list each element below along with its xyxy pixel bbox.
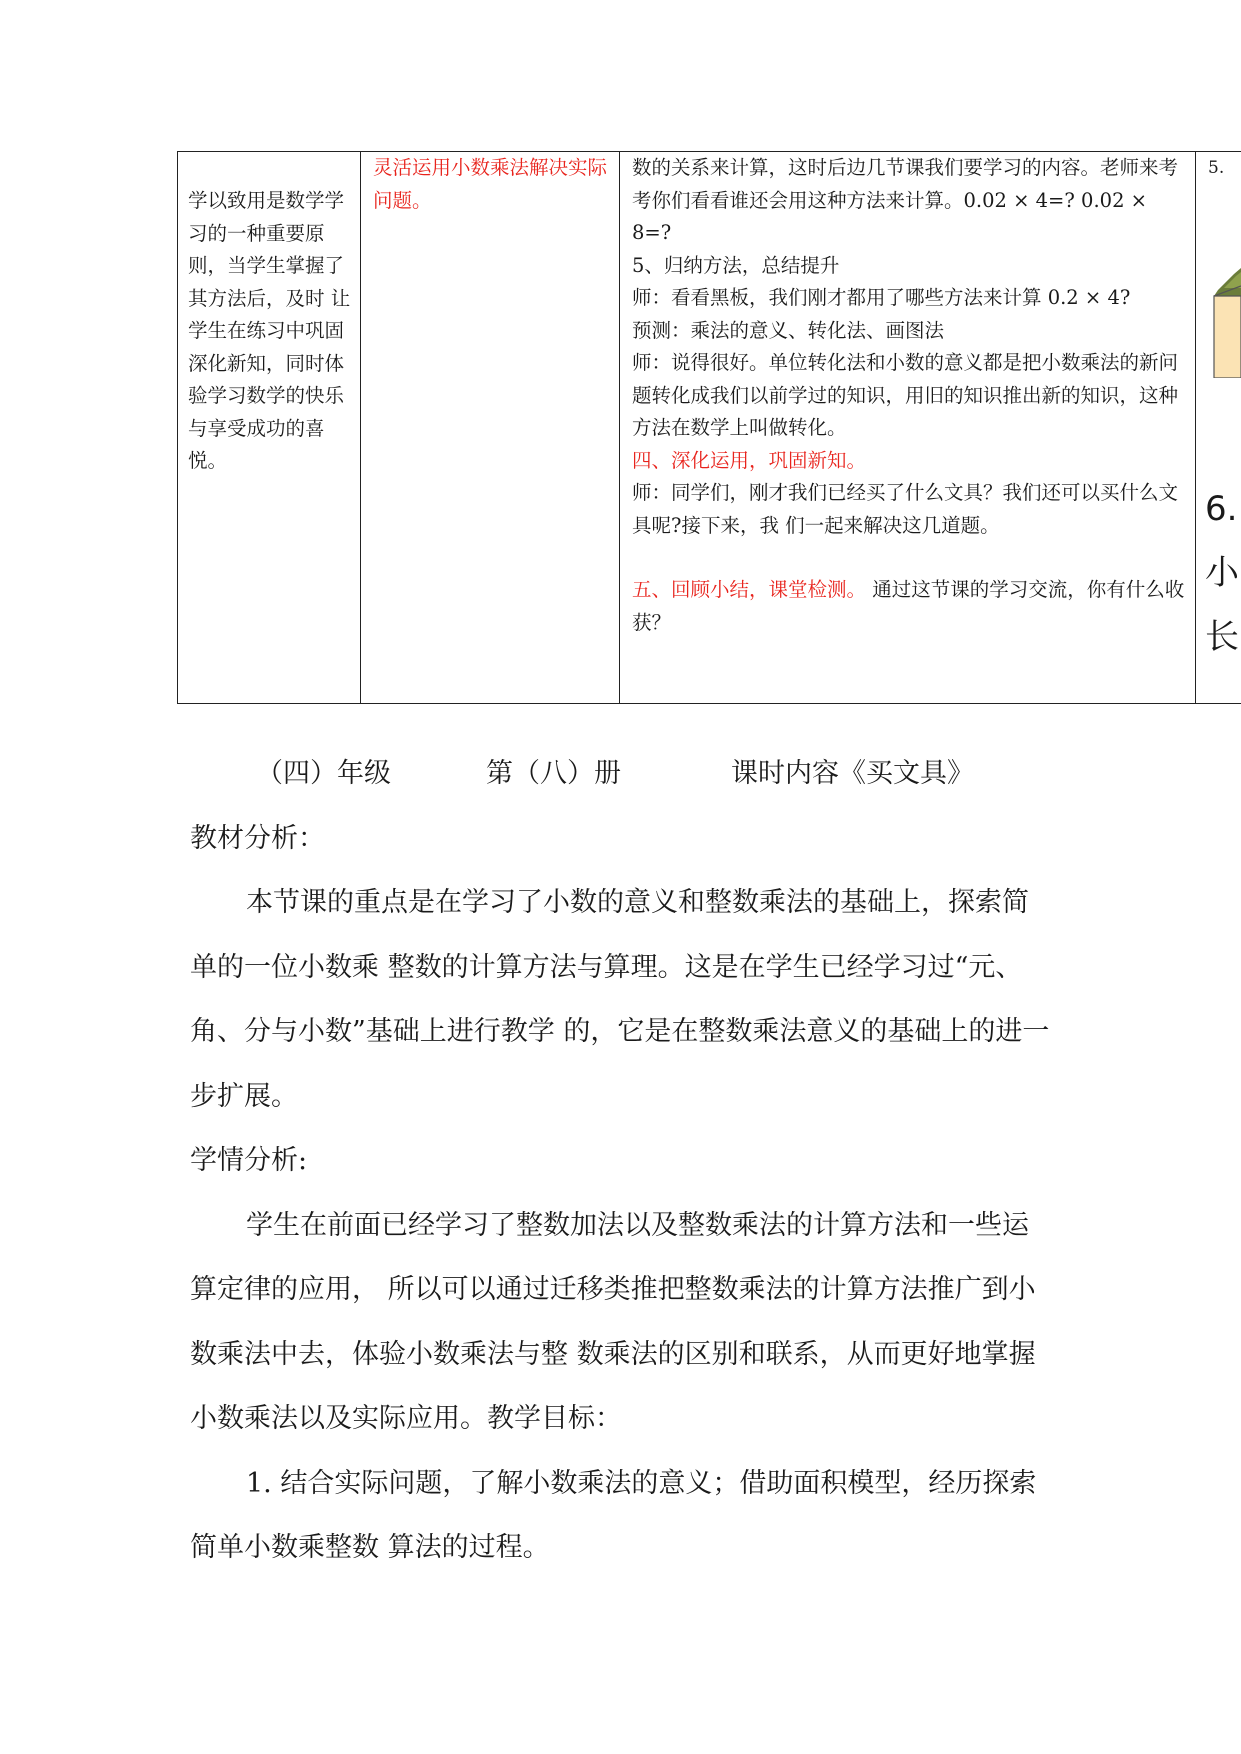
cut-off-label: 5.	[1208, 158, 1225, 178]
section4-heading: 四、深化运用，巩固新知。	[632, 448, 867, 472]
teaching-goal-1: 1. 结合实际问题，了解小数乘法的意义；借助面积模型，经历探索简单小数乘整数 算法的过程。	[190, 1467, 1037, 1563]
teaching-goal-cell	[361, 152, 620, 703]
volume-label: 第（八）册	[486, 758, 621, 789]
process-line: 师：看看黑板，我们刚才都用了哪些方法来计算 0.2 × 4?	[632, 286, 1131, 309]
lesson-header	[190, 742, 1050, 807]
cut-off-fragment-1: 6.	[1205, 489, 1238, 529]
design-intent-text: 学以致用是数学学习的一种重要原则，当学生掌握了其方法后，及时 让学生在练习中巩固深化新知，同时体验学习数学的快乐与享受成功的喜悦。	[188, 189, 351, 472]
design-intent-cell	[178, 152, 361, 703]
student-analysis-title: 学情分析:	[190, 1145, 308, 1176]
teaching-goal-text: 灵活运用小数乘法解决实际问题。	[373, 156, 608, 212]
cut-off-fragment-2: 小	[1205, 553, 1239, 593]
section4-text: 师：同学们，刚才我们已经买了什么文具？我们还可以买什么文具呢?接下来，我 们一起来解决这几道题。	[632, 481, 1179, 537]
process-line: 预测：乘法的意义、转化法、画图法	[632, 318, 945, 342]
teaching-process-cell	[620, 152, 1196, 703]
process-line: 5、归纳方法，总结提升	[632, 253, 840, 277]
section5-heading: 五、回顾小结，课堂检测。	[632, 578, 867, 601]
section5-text: 通过这节课的学习交流，你有什么收获？	[632, 578, 1185, 634]
box-image-fragment	[1212, 268, 1241, 378]
section5-paragraph	[632, 574, 1187, 639]
lesson-plan-table	[177, 151, 1241, 704]
process-line: 师：说得很好。单位转化法和小数的意义都是把小数乘法的新问题转化成我们以前学过的知识，用旧的知识推出新的知识，这种方法在数学上叫做转化。	[632, 351, 1179, 439]
material-analysis-text: 本节课的重点是在学习了小数的意义和整数乘法的基础上，探索简单的一位小数乘 整数的计算方法与算理。这是在学生已经学习过“元、角、分与小数”基础上进行教学 的，它是在整数乘法意义的基础上的进一步扩展。	[190, 887, 1050, 1112]
lesson-body	[190, 742, 1050, 1581]
process-line: 数的关系来计算，这时后边几节课我们要学习的内容。老师来考考你们看看谁还会用这种方法来计算。0.02 × 4=? 0.02 × 8=?	[632, 156, 1179, 244]
lesson-label: 课时内容《买文具》	[731, 758, 974, 789]
student-analysis-text: 学生在前面已经学习了整数加法以及整数乘法的计算方法和一些运算定律的应用， 所以可以通过迁移类推把整数乘法的计算方法推广到小数乘法中去，体验小数乘法与整 数乘法的区别和联系，从而更好地掌握小数乘法以及实际应用。教学目标：	[190, 1209, 1036, 1434]
cut-off-fragment-3: 长	[1205, 617, 1239, 657]
grade-label: （四）年级	[256, 758, 391, 789]
material-analysis-title: 教材分析：	[190, 822, 325, 854]
